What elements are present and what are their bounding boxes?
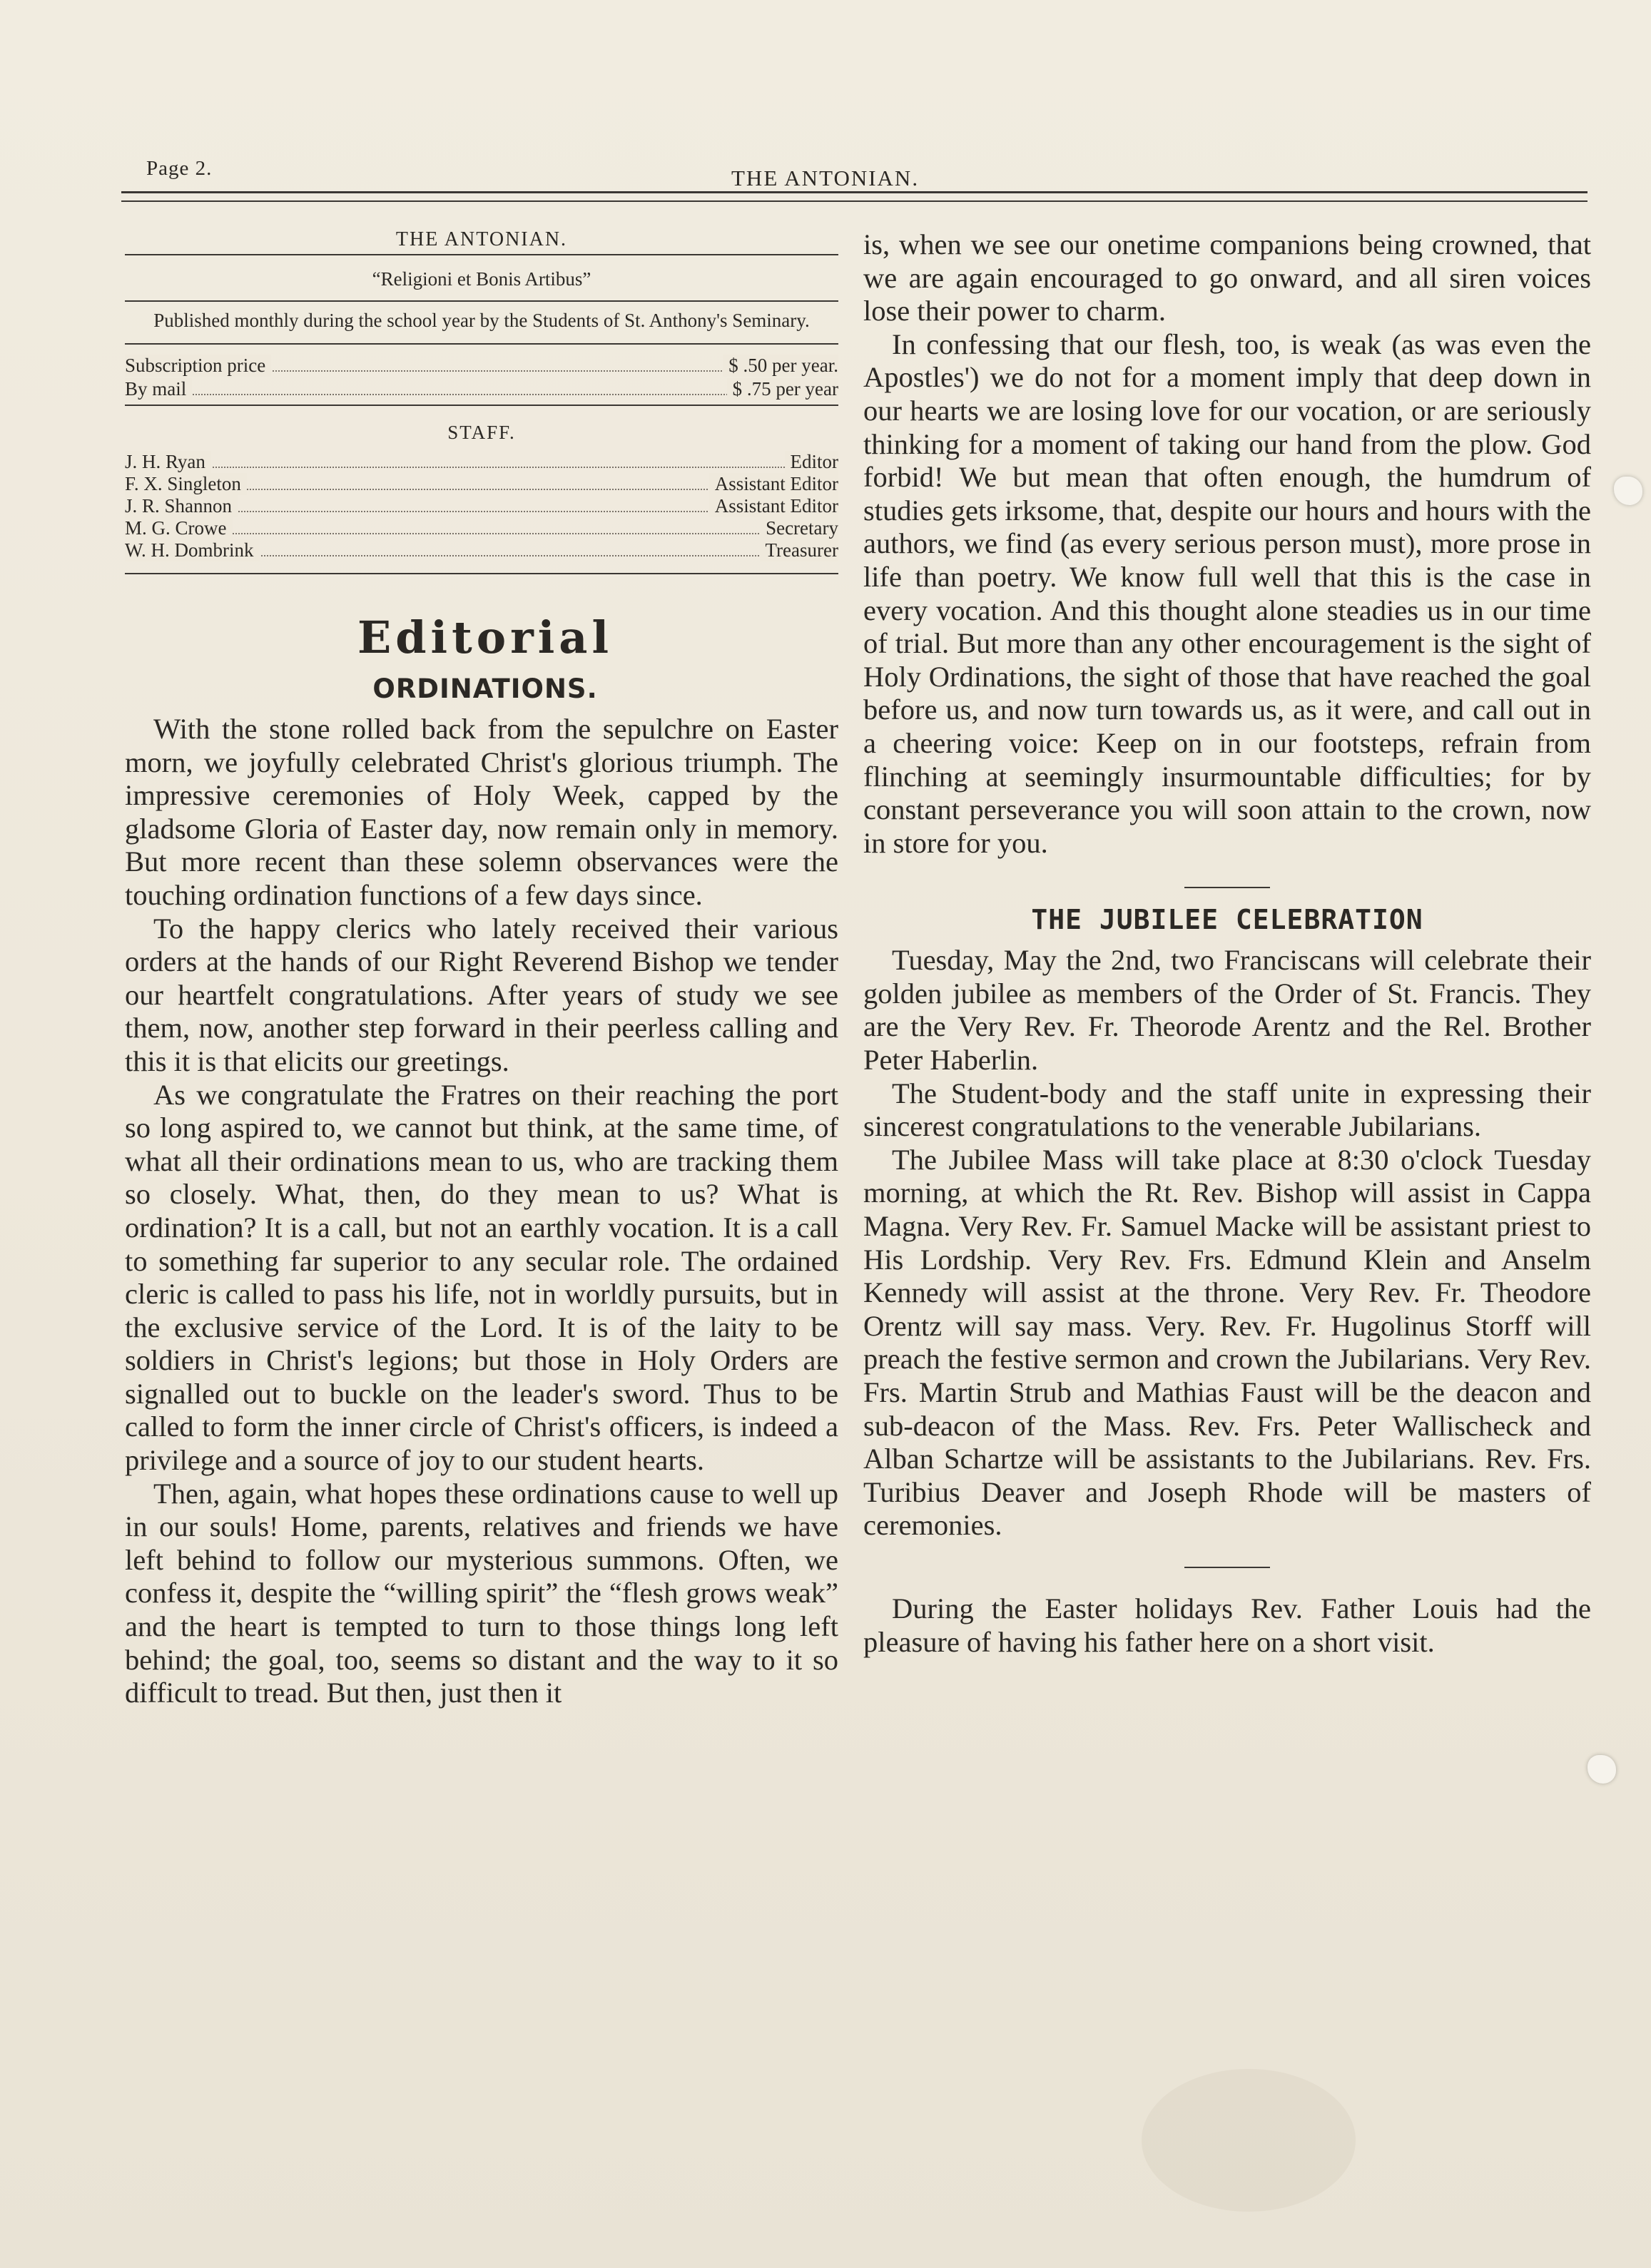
note-body xyxy=(863,1592,1591,1659)
staff-row xyxy=(125,451,838,473)
editorial-continued xyxy=(863,228,1591,860)
masthead-rule xyxy=(125,405,838,406)
paragraph: As we congratulate the Fratres on their reaching the port so long aspired to, we cannot but think, at the same time, of what all their ordinations mean to us, who are tracking them so closely. What, then, do they mean to us? What is ordination? It is a call, but not an earthly vocation. It is a call to something far superior to any secular role. The ordained cleric is called to pass his life, not in worldly pursuits, but in the exclusive service of the Lord. It is of the laity to be soldiers in Christ's legions; but those in Holy Orders are signalled out to buckle on the leader's sword. Thus to be called to form the inner circle of Christ's officers, is indeed a privilege and a source of joy to our student hearts. xyxy=(125,1078,838,1477)
masthead xyxy=(111,228,838,574)
masthead-motto: “Religioni et Bonis Artibus” xyxy=(372,268,591,290)
staff-role: Editor xyxy=(785,451,839,473)
section-divider xyxy=(1184,887,1270,888)
left-column xyxy=(111,228,838,1710)
staff-role: Assistant Editor xyxy=(709,495,838,517)
masthead-rule xyxy=(125,573,838,574)
paragraph: is, when we see our onetime companions being crowned, that we are again encouraged to go onward, and all siren voices lose their power to charm. xyxy=(863,228,1591,327)
section-divider xyxy=(1184,1567,1270,1568)
subscription-label: Subscription price xyxy=(125,355,271,377)
staff-role: Secretary xyxy=(760,517,838,539)
right-column xyxy=(863,228,1591,1659)
staff-row xyxy=(125,539,838,561)
subscription-row xyxy=(125,378,838,402)
jubilee-body xyxy=(863,944,1591,1542)
subscription-label: By mail xyxy=(125,378,192,400)
staff-name: J. R. Shannon xyxy=(125,495,238,517)
paragraph: During the Easter holidays Rev. Father Louis had the pleasure of having his father here on a short visit. xyxy=(863,1592,1591,1658)
paragraph: The Student-body and the staff unite in expressing their sincerest congratulations to the venerable Jubilarians. xyxy=(863,1077,1591,1143)
paper-stain xyxy=(1142,2069,1356,2212)
editorial-body xyxy=(125,713,838,1710)
staff-name: J. H. Ryan xyxy=(125,451,211,473)
paragraph: The Jubilee Mass will take place at 8:30 o'clock Tuesday morning, at which the Rt. Rev. Bishop will assist in Cappa Magna. Very Rev. Fr. Samuel Macke will be assistant priest to His Lordship. Very Rev. Frs. Edmund Klein and Anselm Kennedy will assist at the throne. Very Rev. Fr. Theodore Orentz will say mass. Very. Rev. Fr. Hugolinus Storff will preach the festive sermon and crown the Jubilarians. Very Rev. Frs. Martin Strub and Mathias Faust will be the deacon and sub-deacon of the Mass. Rev. Frs. Peter Wallischeck and Alban Schartze will be assistants to the Jubilarians. Rev. Frs. Turibius Deaver and Joseph Rhode will be masters of ceremonies. xyxy=(863,1143,1591,1542)
paragraph: In confessing that our flesh, too, is weak (as was even the Apostles') we do not for a moment imply that deep down in our hearts we are losing love for our vocation, or are seriously thinking for a moment of taking our hand from the plow. God forbid! We but mean that often enough, the humdrum of studies gets irksome, that, despite our hours and hours with the authors, we find (as every serious person must), more prose in life than poetry. We know full well that this is the case in every vocation. And this thought alone steadies us in our time of trial. But more than any other encouragement is the sight of Holy Ordinations, the sight of those that have reached the goal before us, and now turn towards us, as it were, and call out in a cheering voice: Keep on in our footsteps, refrain from flinching at seemingly insurmountable difficulties; for by constant perseverance you will soon attain to the crown, now in store for you. xyxy=(863,327,1591,859)
paragraph: To the happy clerics who lately received their various orders at the hands of our Right Reverend Bishop we tender our heartfelt congratulations. After years of study we see them, now, another step forward in their peerless calling and this it is that elicits our greetings. xyxy=(125,912,838,1077)
page-number: Page 2. xyxy=(146,157,213,180)
staff-name: F. X. Singleton xyxy=(125,473,247,495)
paragraph: Then, again, what hopes these ordinations cause to well up in our souls! Home, parents, relatives and friends we have left behind to follow our mysterious summons. Often, we confess it, despite the “willing spirit” the “flesh grows weak” and the heart is tempted to turn to those things long left behind; the goal, too, seems so distant and the way to it so difficult to tread. But then, just then it xyxy=(125,1477,838,1709)
staff-role: Assistant Editor xyxy=(709,473,838,495)
staff-row xyxy=(125,517,838,539)
paper-tab-mark xyxy=(1588,1755,1616,1784)
masthead-rule xyxy=(125,254,838,255)
staff-row xyxy=(125,473,838,495)
article-subheading: ORDINATIONS. xyxy=(372,673,598,704)
paragraph: With the stone rolled back from the sepulchre on Easter morn, we joyfully celebrated Christ's glorious triumph. The impressive ceremonies of Holy Week, capped by the gladsome Gloria of Easter day, now remain only in memory. But more recent than these solemn observances were the touching ordination functions of a few days since. xyxy=(125,713,838,911)
editorial-heading: Editorial xyxy=(357,611,614,663)
header-rule xyxy=(121,191,1588,202)
jubilee-heading: THE JUBILEE CELEBRATION xyxy=(1031,904,1423,936)
subscription-row xyxy=(125,355,838,378)
staff-row xyxy=(125,495,838,517)
masthead-title: THE ANTONIAN. xyxy=(395,228,568,250)
staff-role: Treasurer xyxy=(760,539,838,561)
staff-heading: STAFF. xyxy=(447,422,516,443)
paragraph: Tuesday, May the 2nd, two Franciscans will celebrate their golden jubilee as members of the Order of St. Francis. They are the Very Rev. Fr. Theorode Arentz and the Rel. Brother Peter Haberlin. xyxy=(863,944,1591,1077)
paper-tab-mark xyxy=(1614,477,1642,505)
masthead-rule xyxy=(125,300,838,302)
staff-name: M. G. Crowe xyxy=(125,517,233,539)
staff-name: W. H. Dombrink xyxy=(125,539,260,561)
subscription-value: $ .50 per year. xyxy=(723,355,838,377)
running-title: THE ANTONIAN. xyxy=(731,166,920,190)
publication-note: Published monthly during the school year by the Students of St. Anthony's Seminary. xyxy=(153,310,810,331)
subscription-value: $ .75 per year xyxy=(727,378,838,400)
